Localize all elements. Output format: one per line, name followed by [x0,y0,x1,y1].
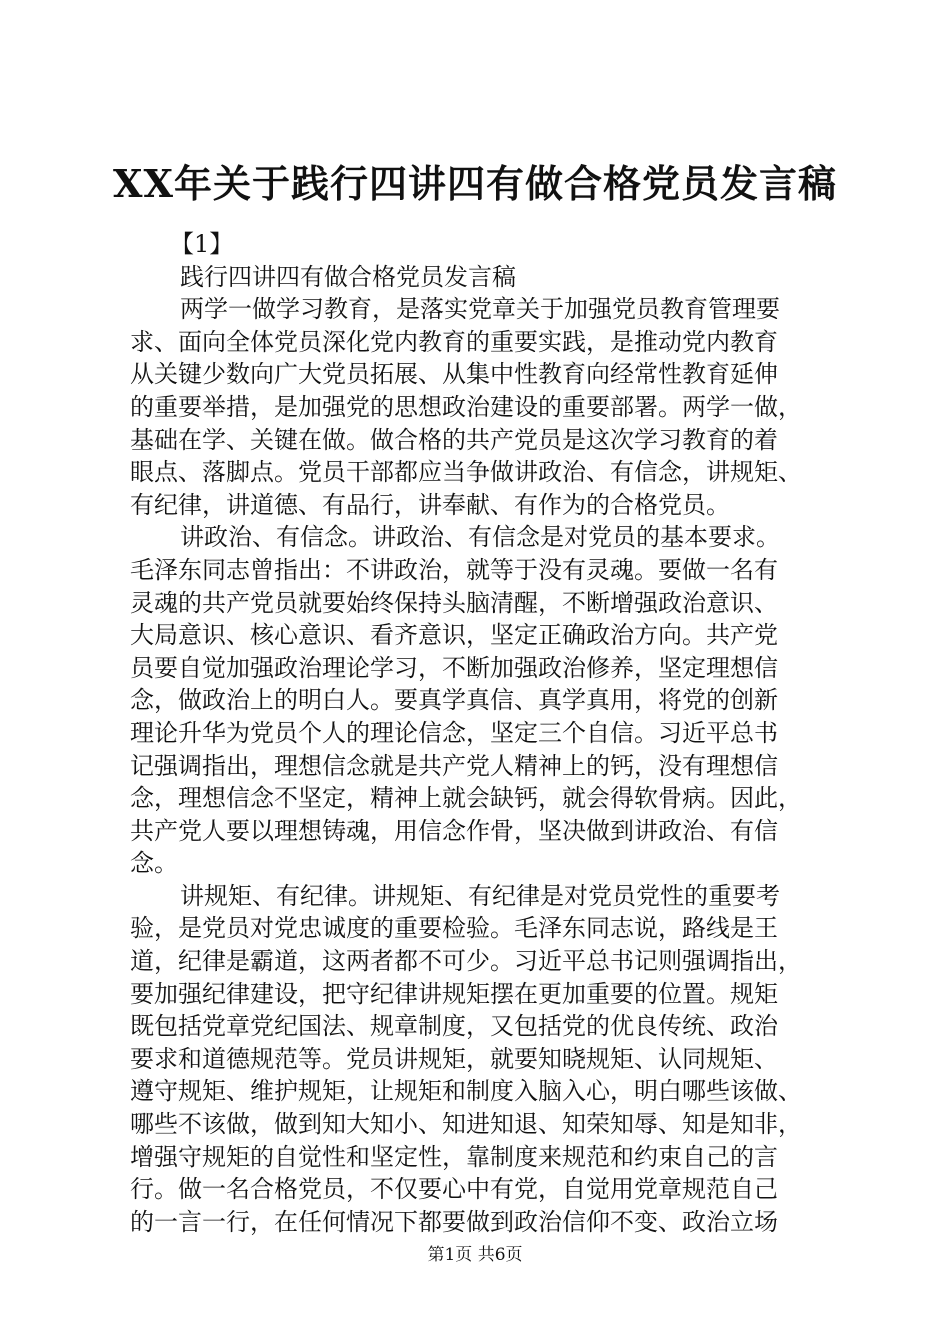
paragraph-line: 要求和道德规范等。党员讲规矩，就要知晓规矩、认同规矩、 [130,1044,778,1073]
paragraph-line: 哪些不该做，做到知大知小、知进知退、知荣知辱、知是知非， [130,1110,802,1139]
paragraph-line: 毛泽东同志曾指出：不讲政治，就等于没有灵魂。要做一名有 [130,555,778,584]
page-number-footer: 第1页 共6页 [427,1245,523,1265]
document-subtitle: 践行四讲四有做合格党员发言稿 [180,262,516,291]
paragraph-line: 既包括党章党纪国法、规章制度，又包括党的优良传统、政治 [130,1012,778,1041]
document-body [130,228,830,1238]
paragraph-line: 要加强纪律建设，把守纪律讲规矩摆在更加重要的位置。规矩 [130,979,778,1008]
paragraph-line: 讲规矩、有纪律。讲规矩、有纪律是对党员党性的重要考 [180,881,780,910]
paragraph-line: 灵魂的共产党员就要始终保持头脑清醒，不断增强政治意识、 [130,588,778,617]
paragraph-line: 从关键少数向广大党员拓展、从集中性教育向经常性教育延伸 [130,360,778,389]
document-title: XX年关于践行四讲四有做合格党员发言稿 [113,161,837,206]
paragraph-line: 记强调指出，理想信念就是共产党人精神上的钙，没有理想信 [130,751,778,780]
paragraph-line: 念，理想信念不坚定，精神上就会缺钙，就会得软骨病。因此， [130,784,802,813]
paragraph-line: 念。 [130,849,178,878]
paragraph-line: 的一言一行，在任何情况下都要做到政治信仰不变、政治立场 [130,1207,778,1236]
paragraph-line: 共产党人要以理想铸魂，用信念作骨，坚决做到讲政治、有信 [130,816,778,845]
paragraph-line: 理论升华为党员个人的理论信念，坚定三个自信。习近平总书 [130,718,778,747]
paragraph-line: 的重要举措，是加强党的思想政治建设的重要部署。两学一做， [130,392,802,421]
paragraph-line: 大局意识、核心意识、看齐意识，坚定正确政治方向。共产党 [130,621,778,650]
paragraph-line: 两学一做学习教育，是落实党章关于加强党员教育管理要 [180,295,780,324]
paragraph-line: 求、面向全体党员深化党内教育的重要实践，是推动党内教育 [130,327,778,356]
section-marker: 【1】 [170,230,234,258]
paragraph-line: 道，纪律是霸道，这两者都不可少。习近平总书记则强调指出， [130,947,802,976]
paragraph-line: 遵守规矩、维护规矩，让规矩和制度入脑入心，明白哪些该做、 [130,1077,802,1106]
paragraph-line: 基础在学、关键在做。做合格的共产党员是这次学习教育的着 [130,425,778,454]
paragraph-line: 讲政治、有信念。讲政治、有信念是对党员的基本要求。 [180,523,780,552]
paragraph-line: 验，是党员对党忠诚度的重要检验。毛泽东同志说，路线是王 [130,914,778,943]
paragraph-line: 念，做政治上的明白人。要真学真信、真学真用，将党的创新 [130,686,778,715]
paragraph-line: 行。做一名合格党员，不仅要心中有党，自觉用党章规范自己 [130,1175,778,1204]
paragraph-line: 有纪律，讲道德、有品行，讲奉献、有作为的合格党员。 [130,490,730,519]
paragraph-line: 增强守规矩的自觉性和坚定性，靠制度来规范和约束自己的言 [130,1142,778,1171]
paragraph-line: 员要自觉加强政治理论学习，不断加强政治修养，坚定理想信 [130,653,778,682]
paragraph-line: 眼点、落脚点。党员干部都应当争做讲政治、有信念，讲规矩、 [130,458,802,487]
